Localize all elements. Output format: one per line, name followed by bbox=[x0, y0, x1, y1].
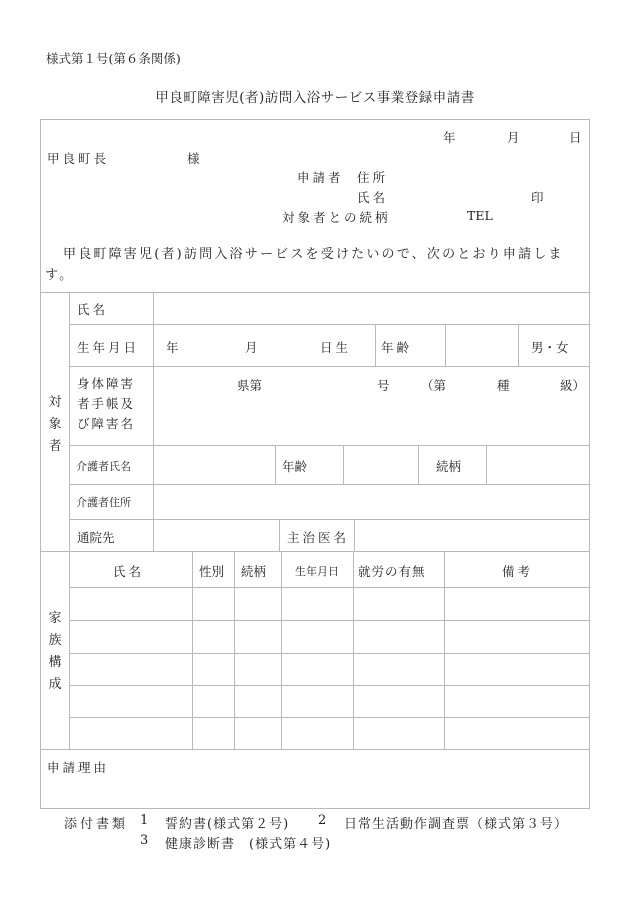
divider-family-section bbox=[40, 749, 590, 750]
date-month-label: 月 bbox=[507, 130, 520, 145]
divider-cell bbox=[418, 445, 419, 484]
divider-label-column bbox=[153, 292, 154, 551]
divider-cell bbox=[354, 519, 355, 551]
divider-family-column bbox=[444, 551, 445, 749]
divider-family-row bbox=[69, 685, 590, 686]
page-title: 甲良町障害児(者)訪問入浴サービス事業登録申請書 bbox=[155, 90, 475, 106]
disability-grade-label: 級） bbox=[560, 378, 586, 393]
relation-label: 対象者との続柄 bbox=[282, 210, 391, 225]
attachment-2: 日常生活動作調査票（様式第３号） bbox=[344, 817, 569, 832]
caregiver-relation-label: 続柄 bbox=[436, 459, 462, 474]
divider-cell bbox=[518, 324, 519, 366]
divider-subject-section bbox=[40, 551, 590, 552]
hospital-label: 通院先 bbox=[77, 530, 115, 545]
family-col-name: 氏名 bbox=[113, 564, 145, 579]
divider-subject-row bbox=[69, 484, 590, 485]
birth-date-label: 生年月日 bbox=[77, 340, 140, 355]
reason-label: 申請理由 bbox=[47, 760, 110, 775]
divider-subject-row bbox=[69, 324, 590, 325]
birth-day-label: 日生 bbox=[320, 340, 352, 355]
divider-cell bbox=[275, 445, 276, 484]
divider-family-column bbox=[281, 551, 282, 749]
age-label: 年齢 bbox=[381, 340, 413, 355]
addressee-honorific: 様 bbox=[187, 151, 200, 166]
application-statement: 甲良町障害児(者)訪問入浴サービスを受けたいので、次のとおり申請します。 bbox=[45, 247, 564, 283]
date-year-label: 年 bbox=[443, 130, 456, 145]
addressee-name: 甲良町長 bbox=[47, 151, 110, 166]
divider-family-column bbox=[234, 551, 235, 749]
tel-label: TEL bbox=[467, 208, 493, 223]
applicant-label: 申請者 bbox=[297, 170, 344, 185]
applicant-address-label: 住所 bbox=[357, 170, 389, 185]
class-open-label: （第 bbox=[421, 378, 447, 393]
caregiver-name-label: 介護者氏名 bbox=[76, 460, 131, 473]
divider-cell bbox=[486, 445, 487, 484]
divider-cell bbox=[343, 445, 344, 484]
date-day-label: 日 bbox=[569, 130, 582, 145]
attachment-1-number: 1 bbox=[140, 813, 150, 828]
divider-subject-row bbox=[69, 366, 590, 367]
attachment-2-number: 2 bbox=[318, 813, 328, 828]
divider-family-row bbox=[69, 653, 590, 654]
attachments-label: 添付書類 bbox=[64, 817, 129, 832]
caregiver-address-label: 介護者住所 bbox=[76, 496, 131, 509]
family-col-relation: 続柄 bbox=[241, 564, 267, 579]
divider-family-row bbox=[69, 620, 590, 621]
divider-family-row bbox=[69, 717, 590, 718]
divider-cell bbox=[445, 324, 446, 366]
divider-cell bbox=[279, 519, 280, 551]
handbook-label: 身体障害者手帳及び障害名 bbox=[77, 376, 136, 431]
family-heading: 家 族 構 成 bbox=[48, 611, 62, 692]
divider-top-section bbox=[40, 292, 590, 293]
caregiver-age-label: 年齢 bbox=[282, 459, 308, 474]
number-suffix-label: 号 bbox=[377, 378, 390, 393]
subject-heading: 対 象 者 bbox=[48, 395, 62, 454]
subject-name-label: 氏名 bbox=[77, 302, 109, 317]
family-col-birth: 生年月日 bbox=[295, 565, 339, 578]
divider-family-column bbox=[353, 551, 354, 749]
form-number: 様式第１号(第６条関係) bbox=[46, 51, 181, 66]
doctor-label: 主治医名 bbox=[287, 530, 350, 545]
disability-type-label: 種 bbox=[497, 378, 510, 393]
applicant-name-label: 氏名 bbox=[357, 190, 389, 205]
birth-year-label: 年 bbox=[166, 340, 179, 355]
attachment-3-number: 3 bbox=[140, 833, 150, 848]
attachment-3: 健康診断書 (様式第４号) bbox=[165, 837, 332, 852]
divider-cell bbox=[375, 324, 376, 366]
birth-month-label: 月 bbox=[245, 340, 258, 355]
divider-subject-row bbox=[69, 519, 590, 520]
prefecture-label: 県第 bbox=[237, 378, 263, 393]
divider-subject-row bbox=[69, 445, 590, 446]
attachment-1: 誓約書(様式第２号) bbox=[165, 817, 290, 832]
divider-heading-column bbox=[69, 292, 70, 749]
seal-mark: 印 bbox=[531, 190, 544, 205]
family-col-gender: 性別 bbox=[199, 564, 225, 579]
divider-family-column bbox=[192, 551, 193, 749]
family-col-notes: 備考 bbox=[502, 564, 534, 579]
family-col-employment: 就労の有無 bbox=[358, 564, 426, 579]
gender-options: 男・女 bbox=[531, 340, 569, 355]
divider-family-row bbox=[69, 587, 590, 588]
